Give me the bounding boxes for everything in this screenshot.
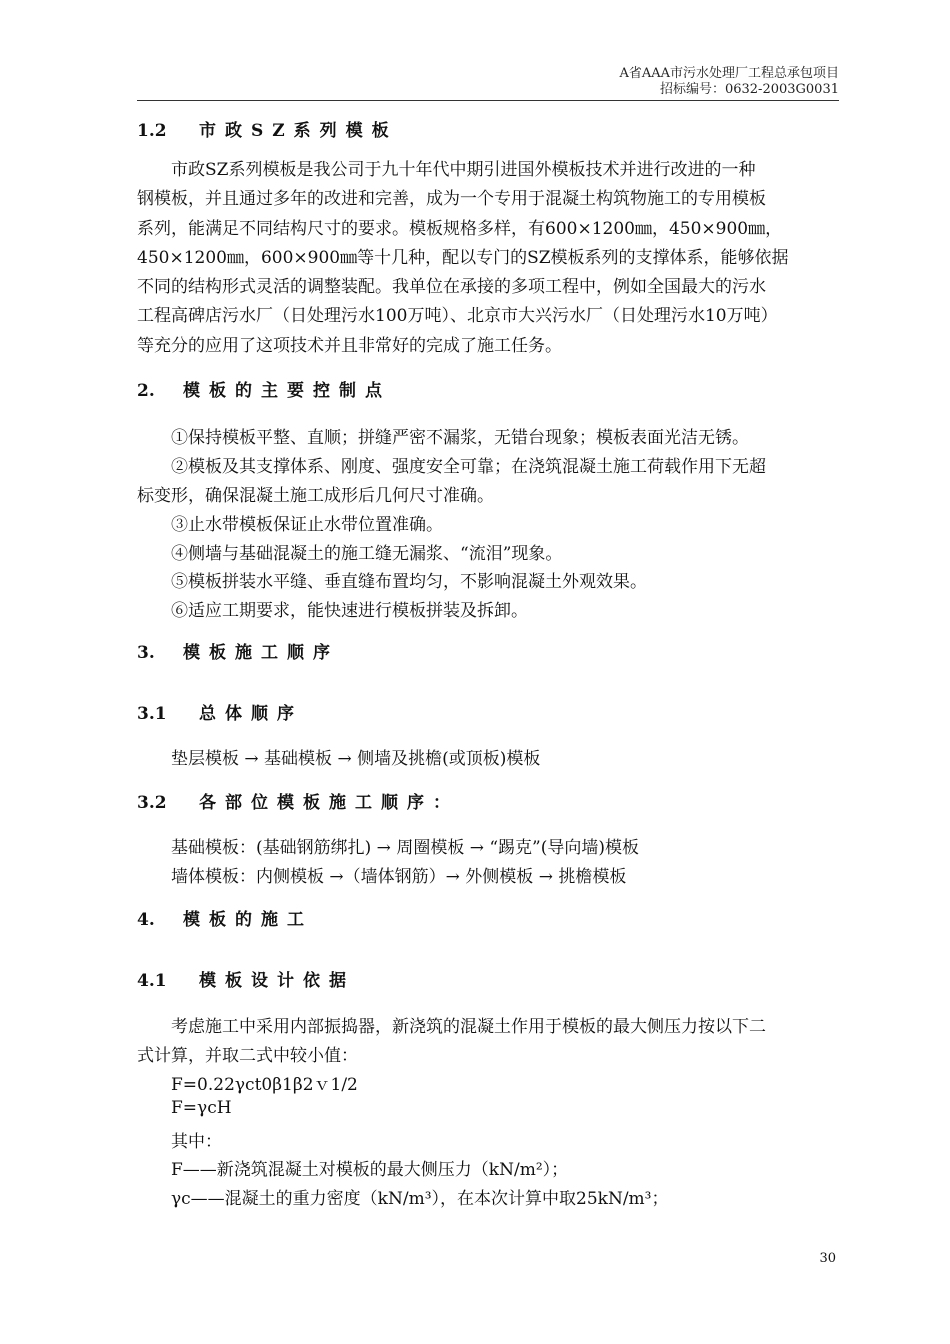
section-title: 市政SZ系列模板 <box>199 121 398 141</box>
section-heading-3 <box>137 638 339 663</box>
section-number: 1.2 <box>137 121 167 141</box>
section-heading-1-2 <box>137 116 398 141</box>
paragraph-line: 系列，能满足不同结构尺寸的要求。模板规格多样，有600×1200㎜，450×900㎜， <box>137 218 783 239</box>
section-title: 模板施工顺序 <box>183 643 339 663</box>
page-header <box>619 66 839 98</box>
section-heading-3-1 <box>137 699 303 724</box>
section-number: 3. <box>137 643 155 663</box>
control-point-2-continued: 标变形，确保混凝土施工成形后几何尺寸准确。 <box>137 486 494 506</box>
section-heading-2 <box>137 376 391 401</box>
control-point-5: ⑤模板拼装水平缝、垂直缝布置均匀，不影响混凝土外观效果。 <box>171 572 647 592</box>
section-title: 模板设计依据 <box>199 971 355 991</box>
paragraph-line: 450×1200㎜，600×900㎜等十几种，配以专门的SZ模板系列的支撑体系，能够依据 <box>137 247 789 268</box>
section-title: 模板的施工 <box>183 910 313 930</box>
foundation-order: 基础模板：(基础钢筋绑扎) → 周圈模板 → “踢克”(导向墙)模板 <box>171 838 640 858</box>
section-heading-4-1 <box>137 966 355 991</box>
where-label: 其中： <box>171 1132 222 1152</box>
paragraph-line: 等充分的应用了这项技术并且非常好的完成了施工任务。 <box>137 335 562 356</box>
section-number: 2. <box>137 381 155 401</box>
paragraph-line: 市政SZ系列模板是我公司于九十年代中期引进国外模板技术并进行改进的一种 <box>171 160 756 180</box>
control-point-1: ①保持模板平整、直顺；拼缝严密不漏浆，无错台现象；模板表面光洁无锈。 <box>171 428 749 448</box>
design-intro: 考虑施工中采用内部振捣器，新浇筑的混凝土作用于模板的最大侧压力按以下二 <box>171 1017 766 1037</box>
section-heading-4 <box>137 905 313 930</box>
formula-1: F=0.22γct0β1β2ｖ1/2 <box>171 1075 358 1095</box>
control-point-4: ④侧墙与基础混凝土的施工缝无漏浆、“流泪”现象。 <box>171 544 563 564</box>
definition-gamma-c: γc——混凝土的重力密度（kN/m³），在本次计算中取25kN/m³； <box>171 1189 669 1209</box>
header-tender-number: 招标编号：0632-2003G0031 <box>659 82 839 97</box>
definition-f: F——新浇筑混凝土对模板的最大侧压力（kN/m²）； <box>171 1160 569 1180</box>
overall-order: 垫层模板 → 基础模板 → 侧墙及挑檐(或顶板)模板 <box>171 749 541 769</box>
section-title: 各部位模板施工顺序： <box>199 793 459 813</box>
section-number: 4.1 <box>137 971 167 991</box>
paragraph-line: 工程高碑店污水厂（日处理污水100万吨）、北京市大兴污水厂（日处理污水10万吨） <box>137 306 778 327</box>
formula-2: F=γcH <box>171 1098 232 1118</box>
control-point-2: ②模板及其支撑体系、刚度、强度安全可靠；在浇筑混凝土施工荷载作用下无超 <box>171 457 766 477</box>
paragraph-line: 不同的结构形式灵活的调整装配。我单位在承接的多项工程中，例如全国最大的污水 <box>137 277 766 298</box>
header-project-title: A省AAA市污水处理厂工程总承包项目 <box>619 66 839 81</box>
control-point-3: ③止水带模板保证止水带位置准确。 <box>171 515 443 535</box>
section-number: 3.1 <box>137 704 167 724</box>
header-divider <box>137 100 839 101</box>
wall-order: 墙体模板：内侧模板 →（墙体钢筋）→ 外侧模板 → 挑檐模板 <box>171 867 627 887</box>
section-title: 模板的主要控制点 <box>183 381 391 401</box>
paragraph-sz-template <box>137 156 839 361</box>
design-intro-continued: 式计算，并取二式中较小值： <box>137 1046 358 1066</box>
section-heading-3-2 <box>137 788 459 813</box>
section-number: 3.2 <box>137 793 167 813</box>
control-point-6: ⑥适应工期要求，能快速进行模板拼装及拆卸。 <box>171 601 528 621</box>
section-title: 总体顺序 <box>199 704 303 724</box>
paragraph-line: 钢模板，并且通过多年的改进和完善，成为一个专用于混凝土构筑物施工的专用模板 <box>137 189 766 210</box>
page-number: 30 <box>819 1251 836 1266</box>
section-number: 4. <box>137 910 155 930</box>
